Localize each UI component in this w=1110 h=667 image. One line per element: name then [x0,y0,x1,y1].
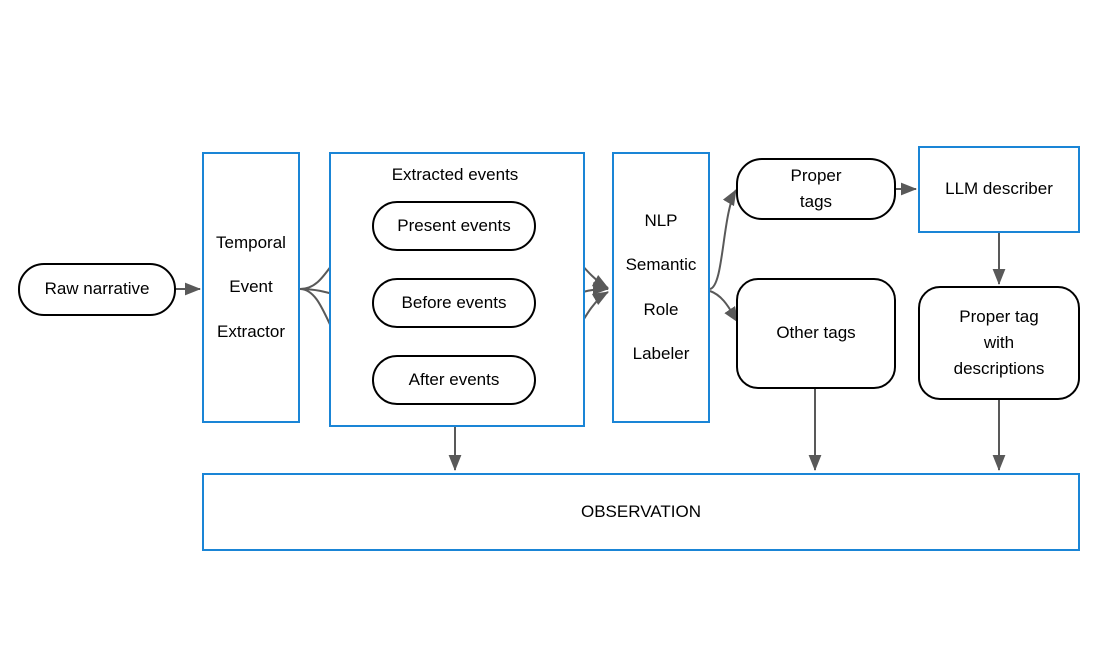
node-before-events [372,278,536,328]
node-llm-describer [918,146,1080,233]
node-semantic-role-labeler [612,152,710,423]
node-proper-tag-descriptions-line2: with [983,332,1015,352]
node-temporal-event-extractor-line3: Extractor [216,321,286,341]
node-other-tags [736,278,896,389]
node-semantic-role-labeler-line3: Role [643,299,679,319]
node-proper-tag-descriptions-line1: Proper tag [959,306,1039,326]
node-observation [202,473,1080,551]
node-proper-tag-descriptions [918,286,1080,400]
node-temporal-event-extractor [202,152,300,423]
node-present-events [372,201,536,251]
node-semantic-role-labeler-line1: NLP [644,211,678,231]
node-other-tags-label: Other tags [776,323,856,343]
node-before-events-label: Before events [401,292,507,312]
node-after-events [372,355,536,405]
group-extracted-events-title: Extracted events [391,165,519,184]
node-after-events-label: After events [408,369,500,389]
node-proper-tags-line2: tags [799,192,833,211]
node-temporal-event-extractor-line2: Event [229,277,273,297]
node-observation-label: OBSERVATION [581,501,701,521]
node-proper-tags [736,158,896,220]
node-raw-narrative-label: Raw narrative [44,279,150,299]
node-llm-describer-label: LLM describer [945,179,1053,199]
node-semantic-role-labeler-line2: Semantic [625,255,697,275]
node-proper-tags-line1: Proper [790,165,842,185]
node-raw-narrative [18,263,176,316]
node-proper-tag-descriptions-line3: descriptions [953,359,1045,379]
node-semantic-role-labeler-line4: Labeler [632,343,690,363]
node-temporal-event-extractor-line1: Temporal [216,233,286,253]
node-present-events-label: Present events [397,215,511,235]
